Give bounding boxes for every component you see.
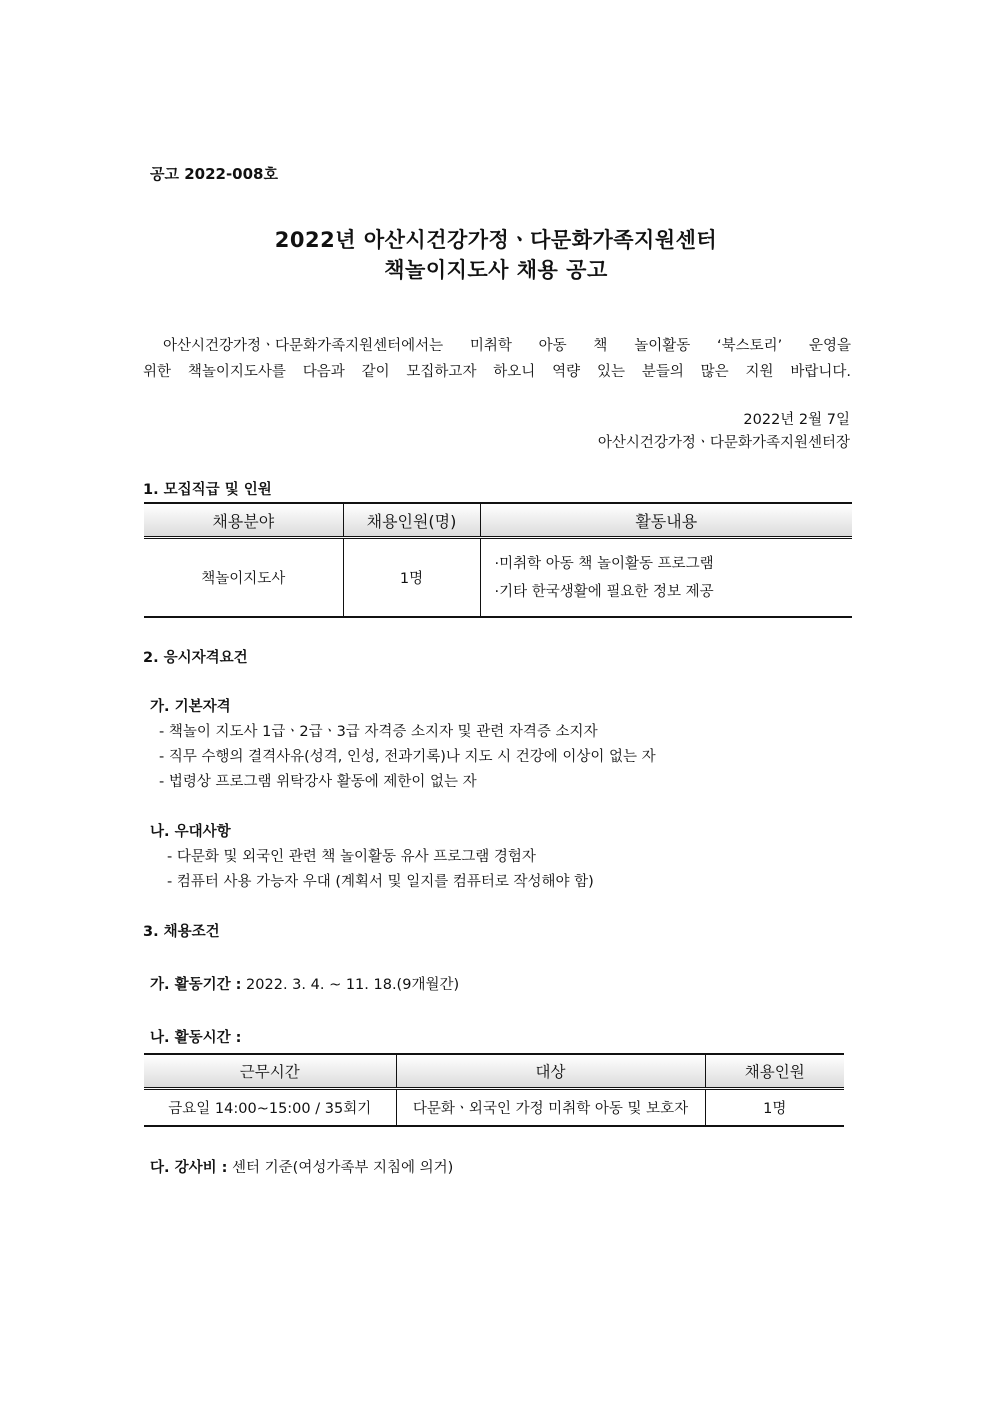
activity-period-value: 2022. 3. 4. ~ 11. 18.(9개월간) bbox=[241, 977, 460, 993]
table-row bbox=[144, 1089, 844, 1127]
section2-heading: 2. 응시자격요건 bbox=[143, 650, 248, 666]
intro-line2: 위한 책놀이지도사를 다음과 같이 모집하고자 하오니 역량 있는 분들의 많은 지원 바랍니다. bbox=[143, 364, 851, 380]
hours-table bbox=[144, 1053, 844, 1127]
preference-heading: 나. 우대사항 bbox=[150, 824, 231, 840]
recruit-field: 책놀이지도사 bbox=[201, 571, 286, 587]
header-work-time: 근무시간 bbox=[144, 1054, 396, 1089]
recruit-count: 1명 bbox=[343, 538, 480, 618]
basic-qualification-item: - 책놀이 지도사 1급ㆍ2급ㆍ3급 자격증 소지자 및 관련 자격증 소지자 bbox=[159, 724, 598, 740]
notice-number: 공고 2022-008호 bbox=[150, 165, 278, 183]
instructor-fee-value: 센터 기준(여성가족부 지침에 의거) bbox=[227, 1160, 454, 1176]
header-field: 채용분야 bbox=[144, 503, 343, 538]
table-row bbox=[144, 538, 852, 618]
instructor-fee-label: 다. 강사비 : bbox=[150, 1160, 228, 1176]
hours-table-header bbox=[144, 1054, 844, 1089]
activity-period bbox=[150, 973, 459, 994]
header-hire-count: 채용인원 bbox=[705, 1054, 844, 1089]
activity-item: ·기타 한국생활에 필요한 정보 제공 bbox=[494, 583, 714, 600]
instructor-fee bbox=[150, 1156, 453, 1177]
intro-line1: 아산시건강가정ㆍ다문화가족지원센터에서는 미취학 아동 책 놀이활동 ‘북스토리’ 운영을 bbox=[163, 338, 851, 354]
recruitment-table bbox=[144, 502, 852, 618]
document-title-line2: 책놀이지도사 채용 공고 bbox=[384, 258, 608, 282]
target: 다문화ㆍ외국인 가정 미취학 아동 및 보호자 bbox=[396, 1089, 705, 1127]
hire-count: 1명 bbox=[705, 1089, 844, 1127]
header-count: 채용인원(명) bbox=[343, 503, 480, 538]
preference-item: - 컴퓨터 사용 가능자 우대 (계획서 및 일지를 컴퓨터로 작성해야 함) bbox=[167, 874, 594, 890]
recruit-activities bbox=[480, 538, 852, 618]
header-target: 대상 bbox=[396, 1054, 705, 1089]
basic-qualification-item: - 법령상 프로그램 위탁강사 활동에 제한이 없는 자 bbox=[159, 774, 477, 790]
section1-heading: 1. 모집직급 및 인원 bbox=[143, 482, 272, 498]
notice-date: 2022년 2월 7일 bbox=[743, 412, 850, 428]
basic-qualification-item: - 직무 수행의 결격사유(성격, 인성, 전과기록)나 지도 시 건강에 이상이 없는 자 bbox=[159, 749, 656, 765]
activity-hours-label: 나. 활동시간 : bbox=[150, 1030, 242, 1046]
signer: 아산시건강가정ㆍ다문화가족지원센터장 bbox=[597, 435, 850, 451]
section3-heading: 3. 채용조건 bbox=[143, 924, 220, 940]
preference-item: - 다문화 및 외국인 관련 책 놀이활동 유사 프로그램 경험자 bbox=[167, 849, 536, 865]
recruitment-table-header bbox=[144, 503, 852, 538]
work-time: 금요일 14:00~15:00 / 35회기 bbox=[168, 1101, 372, 1117]
activity-item: ·미취학 아동 책 놀이활동 프로그램 bbox=[494, 555, 714, 572]
activity-period-label: 가. 활동기간 : bbox=[150, 977, 242, 993]
basic-qualification-heading: 가. 기본자격 bbox=[150, 699, 231, 715]
document-title-line1: 2022년 아산시건강가정ㆍ다문화가족지원센터 bbox=[274, 228, 718, 252]
header-activities: 활동내용 bbox=[480, 503, 852, 538]
